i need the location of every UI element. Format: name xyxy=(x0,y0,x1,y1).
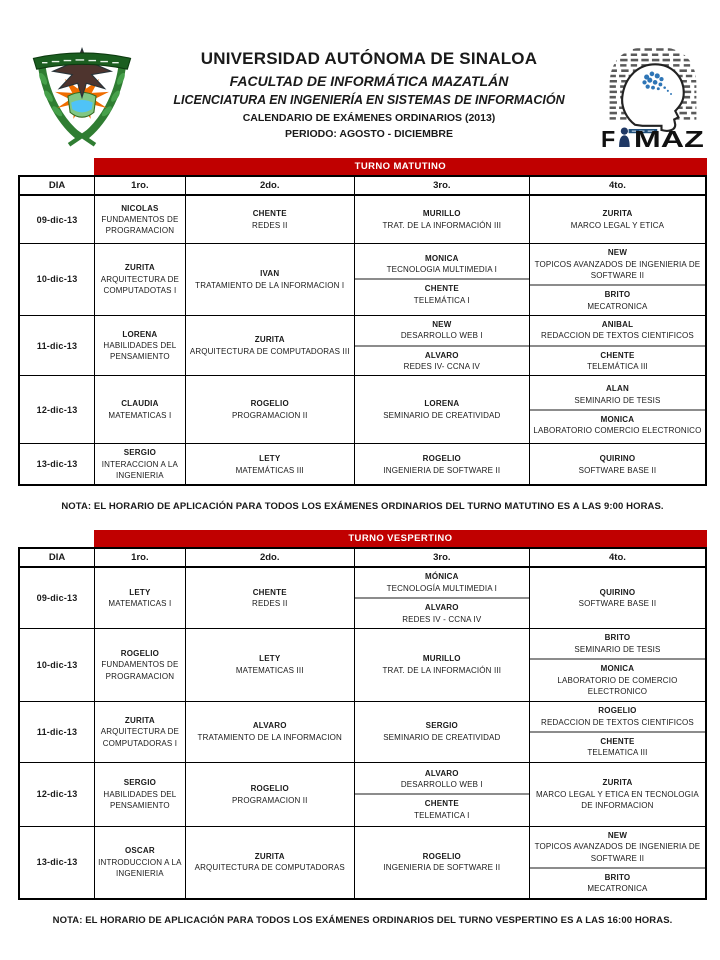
teacher-name: BRITO xyxy=(604,872,631,882)
exam-entry xyxy=(186,848,354,877)
teacher-name: LETY xyxy=(129,587,151,597)
exam-cell xyxy=(95,628,186,701)
turno-matutino-section xyxy=(18,158,707,486)
teacher-name: ROGELIO xyxy=(598,706,637,716)
program-name: LICENCIATURA EN INGENIERÍA EN SISTEMAS DE INFORMACIÓN xyxy=(173,92,565,107)
fimaz-head-icon xyxy=(600,41,706,147)
subject-name: REDES IV - CCNA IV xyxy=(402,614,482,624)
subject-name: DESARROLLO WEB I xyxy=(400,780,483,790)
date-cell: 09-dic-13 xyxy=(19,567,95,628)
exam-entry xyxy=(355,205,529,234)
exam-row xyxy=(19,376,706,444)
subject-name: ARQUITECTURA DE COMPUTADORAS xyxy=(194,863,345,873)
subject-name: SEMINARIO DE CREATIVIDAD xyxy=(383,411,501,421)
subject-name: ARQUITECTURA DE COMPUTADOTAS I xyxy=(100,274,180,296)
university-name: UNIVERSIDAD AUTÓNOMA DE SINALOA xyxy=(200,48,538,68)
exam-entry xyxy=(95,584,185,613)
column-header: DIA xyxy=(19,176,95,195)
exam-cell xyxy=(95,195,186,244)
subject-name: TECNOLOGÍA MULTIMEDIA I xyxy=(386,583,498,593)
subject-name: SEMINARIO DE CREATIVIDAD xyxy=(383,733,501,743)
teacher-name: QUIRINO xyxy=(599,453,636,463)
exam-cell xyxy=(354,567,529,628)
exam-entry xyxy=(355,250,529,279)
exam-entry xyxy=(355,278,529,309)
subject-name: INTERACCION A LA INGENIERIA xyxy=(101,459,178,481)
exam-cell xyxy=(185,195,354,244)
vespertino-note: NOTA: EL HORARIO DE APLICACIÓN PARA TODOS LOS EXÁMENES ORDINARIOS DEL TURNO VESPERTINO ES A LAS 16:00 HORAS. xyxy=(52,914,673,926)
exam-entry xyxy=(355,650,529,679)
exam-entry xyxy=(530,284,705,315)
teacher-name: NEW xyxy=(607,248,628,257)
teacher-name: ROGELIO xyxy=(422,851,461,861)
teacher-name: ROGELIO xyxy=(120,648,160,658)
subject-name: PROGRAMACION II xyxy=(231,795,308,805)
turno-bar-spacer xyxy=(18,530,94,547)
subject-name: REDACCION DE TEXTOS CIENTIFICOS xyxy=(541,717,694,727)
teacher-name: ALVARO xyxy=(424,603,459,613)
subject-name: SOFTWARE BASE II xyxy=(578,465,657,475)
exam-entry xyxy=(355,395,529,424)
subject-name: SEMINARIO DE TESIS xyxy=(574,395,661,405)
subject-name: SEMINARIO DE TESIS xyxy=(574,645,661,655)
exam-entry xyxy=(95,326,185,366)
turno-vespertino-table xyxy=(18,547,707,899)
subject-name: MATEMÁTICAS III xyxy=(235,465,304,475)
teacher-name: LETY xyxy=(259,453,281,463)
turno-matutino-title: TURNO MATUTINO xyxy=(94,158,707,175)
exam-row xyxy=(19,315,706,376)
exam-cell xyxy=(354,315,529,376)
subject-name: MATEMATICAS III xyxy=(235,666,304,676)
exam-entry xyxy=(530,345,705,376)
subject-name: TELEMATICA I xyxy=(414,810,470,820)
exam-entry xyxy=(530,244,705,284)
exam-entry xyxy=(530,827,705,867)
exam-entry xyxy=(355,848,529,877)
date-cell: 13-dic-13 xyxy=(19,826,95,898)
exam-entry xyxy=(530,774,705,814)
subject-name: PROGRAMACION II xyxy=(231,411,308,421)
exam-entry xyxy=(95,200,185,240)
subject-name: ARQUITECTURA DE COMPUTADORAS III xyxy=(189,346,350,356)
subject-name: MARCO LEGAL Y ETICA EN TECNOLOGIA DE INFORMACION xyxy=(535,789,699,811)
exam-row xyxy=(19,195,706,244)
subject-name: TRATAMIENTO DE LA INFORMACION I xyxy=(195,280,345,290)
teacher-name: CHENTE xyxy=(600,736,635,746)
subject-name: INGENIERIA DE SOFTWARE II xyxy=(383,465,501,475)
exam-row xyxy=(19,628,706,701)
subject-name: INTRODUCCION A LA INGENIERIA xyxy=(98,857,182,879)
exam-cell xyxy=(354,826,529,898)
teacher-name: CHENTE xyxy=(424,799,459,809)
exam-entry xyxy=(530,731,705,762)
teacher-name: SERGIO xyxy=(425,721,458,731)
teacher-name: MÓNICA xyxy=(424,572,459,582)
exam-cell xyxy=(95,376,186,444)
date-cell: 10-dic-13 xyxy=(19,628,95,701)
subject-name: TRAT. DE LA INFORMACIÓN III xyxy=(382,666,502,676)
column-header: 4to. xyxy=(529,548,706,567)
fimaz-letters-maz: MAZ xyxy=(633,125,704,147)
teacher-name: BRITO xyxy=(604,633,631,643)
column-header-row xyxy=(19,548,706,567)
teacher-name: NICOLAS xyxy=(121,203,159,213)
calendar-title: CALENDARIO DE EXÁMENES ORDINARIOS (2013) xyxy=(242,111,496,124)
subject-name: REDES II xyxy=(252,220,288,230)
document-header xyxy=(0,0,720,152)
column-header: 2do. xyxy=(185,548,354,567)
teacher-name: CHENTE xyxy=(252,209,287,219)
exam-cell xyxy=(95,567,186,628)
teacher-name: ROGELIO xyxy=(250,399,289,409)
exam-entry xyxy=(355,765,529,794)
teacher-name: SERGIO xyxy=(123,778,157,788)
teacher-name: BRITO xyxy=(604,289,631,299)
period-label: PERIODO: AGOSTO - DICIEMBRE xyxy=(284,127,453,140)
teacher-name: ZURITA xyxy=(602,778,633,788)
fimaz-logo xyxy=(600,41,706,147)
exam-cell xyxy=(354,701,529,762)
subject-name: TRAT. DE LA INFORMACIÓN III xyxy=(382,220,502,230)
teacher-name: SERGIO xyxy=(123,448,157,458)
exam-cell xyxy=(185,315,354,376)
teacher-name: MURILLO xyxy=(422,209,461,219)
subject-name: HABILIDADES DEL PENSAMIENTO xyxy=(103,341,177,362)
subject-name: HABILIDADES DEL PENSAMIENTO xyxy=(103,789,177,811)
subject-name: LABORATORIO COMERCIO ELECTRONICO xyxy=(533,426,702,436)
exam-entry xyxy=(355,717,529,746)
teacher-name: CHENTE xyxy=(252,587,287,597)
exam-entry xyxy=(95,842,185,882)
teacher-name: ZURITA xyxy=(602,209,633,219)
exam-cell xyxy=(95,826,186,898)
teacher-name: OSCAR xyxy=(124,846,155,856)
exam-entry xyxy=(355,316,529,345)
exam-cell xyxy=(185,826,354,898)
exam-cell xyxy=(529,567,706,628)
exam-entry xyxy=(530,702,705,731)
exam-entry xyxy=(355,597,529,628)
turno-matutino-table xyxy=(18,175,707,486)
exam-entry xyxy=(186,650,354,679)
column-header: DIA xyxy=(19,548,95,567)
date-cell: 13-dic-13 xyxy=(19,444,95,485)
exam-row xyxy=(19,567,706,628)
exam-entry xyxy=(530,867,705,898)
exam-cell xyxy=(185,244,354,316)
exam-cell xyxy=(529,315,706,376)
exam-cell xyxy=(185,444,354,485)
teacher-name: ANIBAL xyxy=(601,319,634,329)
exam-entry xyxy=(186,780,354,809)
subject-name: TOPICOS AVANZADOS DE INGENIERIA DE SOFTWARE II xyxy=(534,259,701,280)
exam-cell xyxy=(95,762,186,826)
exam-entry xyxy=(95,712,185,752)
subject-name: MATEMATICAS I xyxy=(108,599,172,609)
subject-name: MATEMATICAS I xyxy=(108,411,172,421)
exam-entry xyxy=(530,629,705,658)
date-cell: 09-dic-13 xyxy=(19,195,95,244)
exam-cell xyxy=(529,826,706,898)
teacher-name: CHENTE xyxy=(600,350,635,360)
date-cell: 12-dic-13 xyxy=(19,762,95,826)
date-cell: 12-dic-13 xyxy=(19,376,95,444)
exam-entry xyxy=(186,450,354,479)
teacher-name: ZURITA xyxy=(254,335,285,345)
exam-entry xyxy=(95,444,185,484)
teacher-name: ZURITA xyxy=(124,715,155,725)
faculty-name: FACULTAD DE INFORMÁTICA MAZATLÁN xyxy=(229,72,509,89)
column-header: 4to. xyxy=(529,176,706,195)
turno-bar-spacer xyxy=(18,158,94,175)
exam-cell xyxy=(354,244,529,316)
subject-name: SOFTWARE BASE II xyxy=(578,599,657,609)
exam-entry xyxy=(530,450,705,479)
teacher-name: ZURITA xyxy=(124,263,155,273)
teacher-name: ALVARO xyxy=(424,768,459,778)
exam-entry xyxy=(186,205,354,234)
exam-cell xyxy=(95,315,186,376)
date-cell: 11-dic-13 xyxy=(19,315,95,376)
date-cell: 10-dic-13 xyxy=(19,244,95,316)
teacher-name: QUIRINO xyxy=(599,587,636,597)
teacher-name: IVAN xyxy=(260,268,280,278)
date-cell: 11-dic-13 xyxy=(19,701,95,762)
subject-name: TECNOLOGIA MULTIMEDIA I xyxy=(386,265,498,275)
exam-cell xyxy=(354,376,529,444)
turno-bar-row xyxy=(18,158,707,175)
exam-entry xyxy=(186,331,354,360)
turno-vespertino-section xyxy=(18,530,707,899)
teacher-name: CHENTE xyxy=(424,284,459,294)
fimaz-person-icon xyxy=(619,127,630,147)
exam-cell xyxy=(185,376,354,444)
teacher-name: LORENA xyxy=(424,399,460,409)
exam-entry xyxy=(530,658,705,700)
exam-row xyxy=(19,444,706,485)
teacher-name: LETY xyxy=(259,654,281,664)
exam-entry xyxy=(530,380,705,409)
exam-entry xyxy=(530,316,705,345)
subject-name: REDES II xyxy=(252,599,288,609)
column-header-row xyxy=(19,176,706,195)
exam-cell xyxy=(95,444,186,485)
subject-name: INGENIERIA DE SOFTWARE II xyxy=(383,863,501,873)
header-titles xyxy=(138,49,600,140)
exam-entry xyxy=(186,265,354,294)
exam-cell xyxy=(185,701,354,762)
uas-crest-icon xyxy=(26,40,138,148)
exam-entry xyxy=(95,645,185,685)
teacher-name: NEW xyxy=(607,830,628,840)
exam-entry xyxy=(530,205,705,234)
exam-cell xyxy=(529,762,706,826)
fimaz-letter-f: F xyxy=(601,125,616,147)
exam-cell xyxy=(529,376,706,444)
exam-row xyxy=(19,244,706,316)
exam-row xyxy=(19,701,706,762)
teacher-name: ZURITA xyxy=(254,851,285,861)
exam-cell xyxy=(354,762,529,826)
exam-entry xyxy=(95,774,185,814)
subject-name: LABORATORIO DE COMERCIO ELECTRONICO xyxy=(557,675,678,697)
teacher-name: NEW xyxy=(432,319,452,329)
turno-vespertino-title: TURNO VESPERTINO xyxy=(94,530,707,547)
subject-name: TELEMATICA III xyxy=(587,748,648,758)
exam-cell xyxy=(529,701,706,762)
teacher-name: CLAUDIA xyxy=(121,399,159,409)
exam-entry xyxy=(95,395,185,424)
subject-name: ARQUITECTURA DE COMPUTADORAS I xyxy=(100,727,180,748)
subject-name: REDACCION DE TEXTOS CIENTIFICOS xyxy=(541,331,694,341)
subject-name: MECATRONICA xyxy=(587,301,648,311)
subject-name: TOPICOS AVANZADOS DE INGENIERIA DE SOFTWARE II xyxy=(534,842,701,863)
matutino-note: NOTA: EL HORARIO DE APLICACIÓN PARA TODOS LOS EXÁMENES ORDINARIOS DEL TURNO MATUTINO ES A LAS 9:00 HORAS. xyxy=(61,501,664,513)
column-header: 1ro. xyxy=(95,176,186,195)
column-header: 2do. xyxy=(185,176,354,195)
exam-cell xyxy=(354,444,529,485)
column-header: 3ro. xyxy=(354,176,529,195)
exam-entry xyxy=(530,584,705,613)
exam-cell xyxy=(95,701,186,762)
teacher-name: ROGELIO xyxy=(250,783,289,793)
exam-entry xyxy=(186,717,354,746)
teacher-name: MONICA xyxy=(600,414,635,424)
exam-row xyxy=(19,762,706,826)
exam-entry xyxy=(355,450,529,479)
exam-cell xyxy=(95,244,186,316)
exam-row xyxy=(19,826,706,898)
teacher-name: ALVARO xyxy=(252,721,287,731)
exam-entry xyxy=(355,345,529,376)
exam-entry xyxy=(530,409,705,440)
subject-name: TELEMÁTICA III xyxy=(587,362,648,372)
teacher-name: MONICA xyxy=(600,664,635,674)
subject-name: TELEMÁTICA I xyxy=(413,295,470,305)
exam-cell xyxy=(185,567,354,628)
subject-name: FUNDAMENTOS DE PROGRAMACION xyxy=(101,215,179,236)
uas-crest-logo xyxy=(26,40,138,148)
subject-name: FUNDAMENTOS DE PROGRAMACION xyxy=(101,660,179,681)
exam-cell xyxy=(354,195,529,244)
teacher-name: LORENA xyxy=(122,329,158,339)
teacher-name: MONICA xyxy=(424,253,459,263)
subject-name: TRATAMIENTO DE LA INFORMACION xyxy=(197,733,342,743)
exam-entry xyxy=(186,584,354,613)
teacher-name: ROGELIO xyxy=(422,453,461,463)
exam-cell xyxy=(185,628,354,701)
exam-cell xyxy=(354,628,529,701)
exam-cell xyxy=(529,195,706,244)
subject-name: MARCO LEGAL Y ETICA xyxy=(570,220,665,230)
exam-entry xyxy=(95,259,185,299)
teacher-name: ALVARO xyxy=(424,350,459,360)
exam-cell xyxy=(185,762,354,826)
exam-cell xyxy=(529,444,706,485)
teacher-name: ALAN xyxy=(605,384,629,394)
exam-entry xyxy=(355,568,529,597)
subject-name: MECATRONICA xyxy=(587,884,648,894)
exam-entry xyxy=(355,793,529,824)
column-header: 3ro. xyxy=(354,548,529,567)
subject-name: REDES IV- CCNA IV xyxy=(403,362,480,372)
subject-name: DESARROLLO WEB I xyxy=(400,331,483,341)
teacher-name: MURILLO xyxy=(422,654,461,664)
exam-cell xyxy=(529,244,706,316)
exam-entry xyxy=(186,395,354,424)
turno-bar-row xyxy=(18,530,707,547)
exam-cell xyxy=(529,628,706,701)
column-header: 1ro. xyxy=(95,548,186,567)
